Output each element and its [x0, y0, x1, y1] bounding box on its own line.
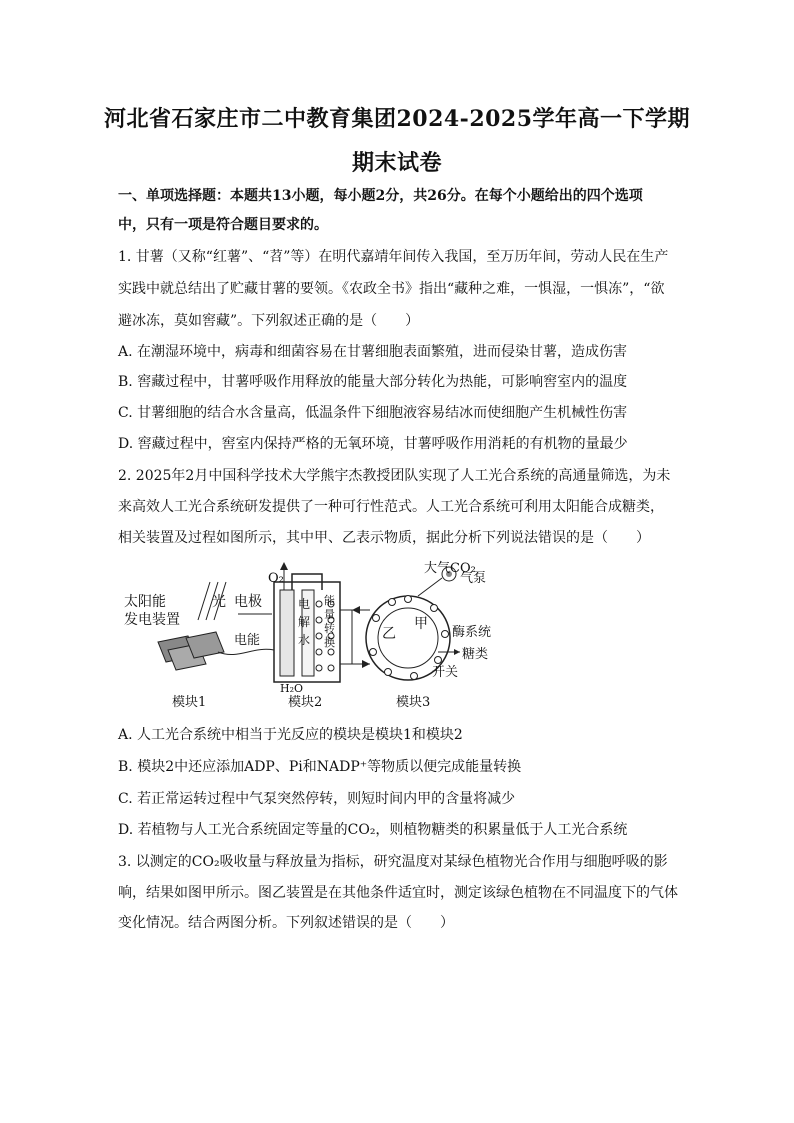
electrolysis-char-3: 水: [298, 633, 311, 647]
atmosphere-co2-label: 大气CO₂: [424, 561, 476, 576]
q3-stem-line2: 响，结果如图甲所示。图乙装置是在其他条件适宜时，测定该绿色植物在不同温度下的气体: [118, 885, 678, 901]
module1-label: 模块1: [172, 695, 207, 710]
q2-option-b: B. 模块2中还应添加ADP、Pi和NADP⁺等物质以便完成能量转换: [118, 759, 522, 775]
electric-energy-label: 电能: [234, 633, 261, 648]
exam-title-line2: 期末试卷: [351, 150, 442, 176]
enzyme-system-label: 酶系统: [452, 625, 492, 640]
q1-option-d: D. 窖藏过程中，窖室内保持严格的无氧环境，甘薯呼吸作用消耗的有机物的量最少: [118, 436, 628, 452]
q1-stem-line2: 实践中就总结出了贮藏甘薯的要领。《农政全书》指出“藏种之难，一惧湿，一惧冻”，“欲: [118, 281, 665, 297]
module2-label: 模块2: [288, 695, 323, 710]
o2-label: O₂: [268, 571, 284, 586]
q1-option-c: C. 甘薯细胞的结合水含量高，低温条件下细胞液容易结冰而使细胞产生机械性伤害: [118, 405, 628, 421]
q2-option-d: D. 若植物与人工光合系统固定等量的CO₂，则植物糖类的积累量低于人工光合系统: [118, 822, 628, 838]
solar-label-2: 发电装置: [124, 612, 180, 628]
energy-char-4: 换: [324, 636, 335, 649]
air-pump-label: 气泵: [460, 571, 487, 586]
q3-stem-line1: 3. 以测定的CO₂吸收量与释放量为指标，研究温度对某绿色植物光合作用与细胞呼吸的影: [118, 854, 668, 870]
section-heading-line1: 一、单项选择题：本题共13小题，每小题2分，共26分。在每个小题给出的四个选项: [118, 188, 643, 204]
q1-option-a: A. 在潮湿环境中，病毒和细菌容易在甘薯细胞表面繁殖，进而侵染甘薯，造成伤害: [118, 344, 628, 360]
electrode-label: 电极: [234, 594, 262, 610]
yi-label: 乙: [382, 626, 396, 642]
module3-label: 模块3: [396, 695, 431, 710]
q1-stem-line3: 避冰冻，莫如窖藏”。下列叙述正确的是（ ）: [118, 313, 420, 329]
energy-char-2: 量: [324, 608, 335, 621]
sugar-arrow: [454, 649, 460, 655]
arrow-right: [362, 660, 370, 668]
q2-stem-line1: 2. 2025年2月中国科学技术大学熊宇杰教授团队实现了人工光合系统的高通量筛选，为未: [118, 468, 671, 484]
q3-stem-line3: 变化情况。结合两图分析。下列叙述错误的是（ ）: [118, 915, 454, 931]
q2-option-a: A. 人工光合系统中相当于光反应的模块是模块1和模块2: [118, 727, 463, 743]
section-heading-line2: 中，只有一项是符合题目要求的。: [118, 217, 328, 233]
energy-char-3: 转: [324, 622, 335, 635]
energy-char-1: 能: [324, 594, 335, 607]
q2-stem-line2: 来高效人工光合系统研发提供了一种可行性范式。人工光合系统可利用太阳能合成糖类，: [118, 499, 664, 515]
jia-label: 甲: [414, 616, 428, 632]
h2o-label: H₂O: [280, 682, 304, 695]
solar-label-1: 太阳能: [124, 594, 166, 610]
switch-label: 开关: [432, 665, 459, 680]
light-label: 光: [212, 594, 226, 610]
artificial-photosynthesis-figure: [118, 560, 518, 710]
arrow-left: [352, 606, 360, 614]
electrolysis-char-2: 解: [298, 615, 311, 629]
enzyme-ring: [366, 567, 459, 680]
q1-stem-line1: 1. 甘薯（又称“红薯”、“苕”等）在明代嘉靖年间传入我国，至万历年间，劳动人民在生产: [118, 249, 669, 265]
q1-option-b: B. 窖藏过程中，甘薯呼吸作用释放的能量大部分转化为热能，可影响窖室内的温度: [118, 374, 628, 390]
exam-title-line1: 河北省石家庄市二中教育集团2024-2025学年高一下学期: [103, 106, 691, 132]
wire: [218, 649, 274, 654]
connector: [340, 610, 352, 664]
sugars-label: 糖类: [462, 647, 489, 662]
q2-option-c: C. 若正常运转过程中气泵突然停转，则短时间内甲的含量将减少: [118, 791, 516, 807]
electrolysis-char-1: 电: [298, 597, 311, 611]
q2-stem-line3: 相关装置及过程如图所示，其中甲、乙表示物质，据此分析下列说法错误的是（ ）: [118, 530, 650, 546]
